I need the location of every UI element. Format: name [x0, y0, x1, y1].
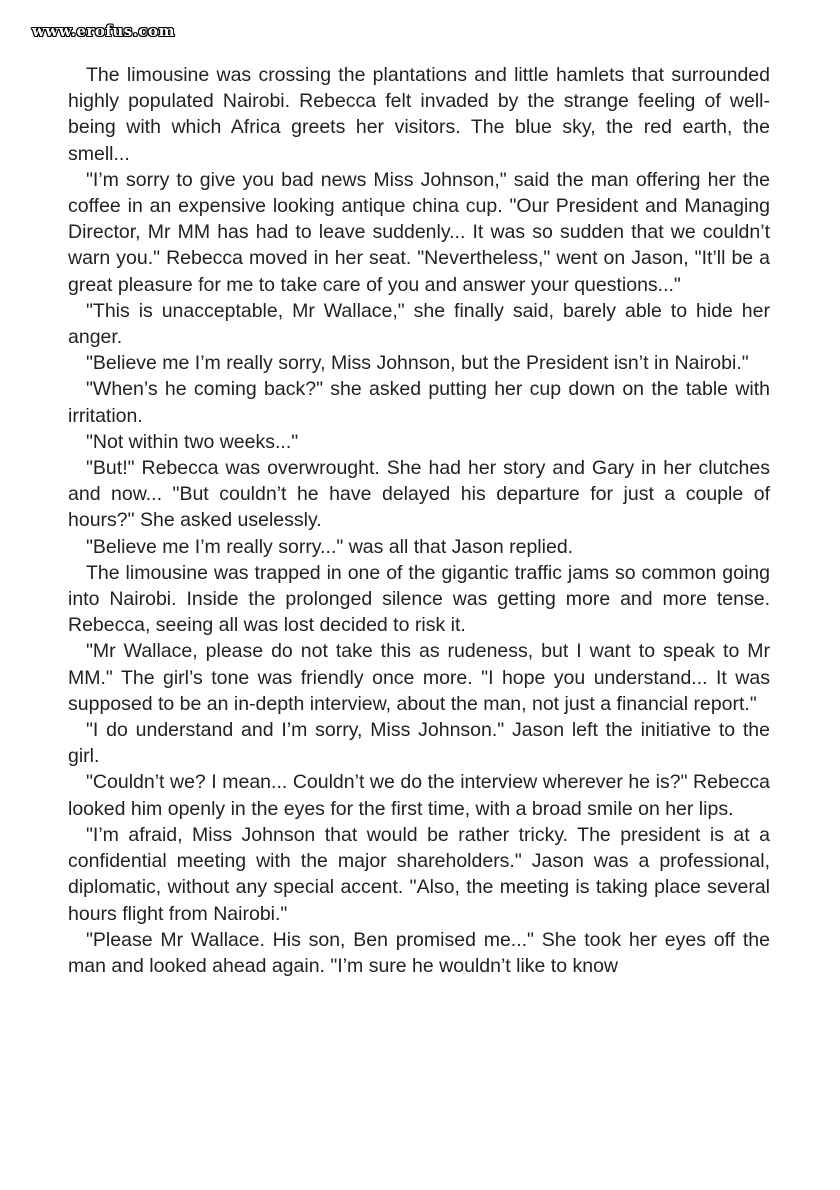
paragraph: "Mr Wallace, please do not take this as rudeness, but I want to speak to Mr MM." The girl’s tone was friendly once more. "I hope you understand... It was supposed to be an in-depth interview, about the man, not just a financial report."	[68, 640, 770, 715]
paragraph: "Believe me I’m really sorry, Miss Johnson, but the President isn’t in Nairobi."	[86, 352, 749, 375]
story-text	[68, 62, 770, 979]
paragraph: "But!" Rebecca was overwrought. She had her story and Gary in her clutches and now... "But couldn’t he have delayed his departure for just a couple of hours?" She asked uselessly.	[68, 457, 770, 532]
paragraph: "Please Mr Wallace. His son, Ben promised me..." She took her eyes off the man and looked ahead again. "I’m sure he wouldn’t like to know	[68, 928, 770, 977]
paragraph: "I’m sorry to give you bad news Miss Johnson," said the man offering her the coffee in an expensive looking antique china cup. "Our President and Managing Director, Mr MM has had to leave suddenly... It was so sudden that we couldn’t warn you." Rebecca moved in her seat. "Nevertheless," went on Jason, "It’ll be a great pleasure for me to take care of you and answer your questions..."	[68, 168, 770, 296]
paragraph: "Believe me I’m really sorry..." was all that Jason replied.	[86, 535, 574, 558]
paragraph: "When’s he coming back?" she asked putting her cup down on the table with irritation.	[68, 378, 770, 427]
paragraph: The limousine was crossing the plantations and little hamlets that surrounded highly populated Nairobi. Rebecca felt invaded by the strange feeling of well-being with which Africa greets her visitors. The blue sky, the red earth, the smell...	[68, 64, 770, 165]
paragraph: "Not within two weeks..."	[86, 430, 299, 453]
paragraph: "This is unacceptable, Mr Wallace," she finally said, barely able to hide her anger.	[68, 299, 770, 349]
paragraph: "I do understand and I’m sorry, Miss Johnson." Jason left the initiative to the girl.	[68, 719, 770, 768]
paragraph: The limousine was trapped in one of the gigantic traffic jams so common going into Nairobi. Inside the prolonged silence was getting more and more tense. Rebecca, seeing all was lost decided to risk it.	[68, 561, 770, 637]
site-watermark: www.erofus.com	[32, 22, 175, 40]
paragraph: "Couldn’t we? I mean... Couldn’t we do the interview wherever he is?" Rebecca looked him openly in the eyes for the first time, with a broad smile on her lips.	[68, 771, 770, 820]
paragraph: "I’m afraid, Miss Johnson that would be rather tricky. The president is at a confidential meeting with the major shareholders." Jason was a professional, diplomatic, without any special accent. "Also, the meeting is taking place several hours flight from Nairobi."	[68, 823, 770, 925]
